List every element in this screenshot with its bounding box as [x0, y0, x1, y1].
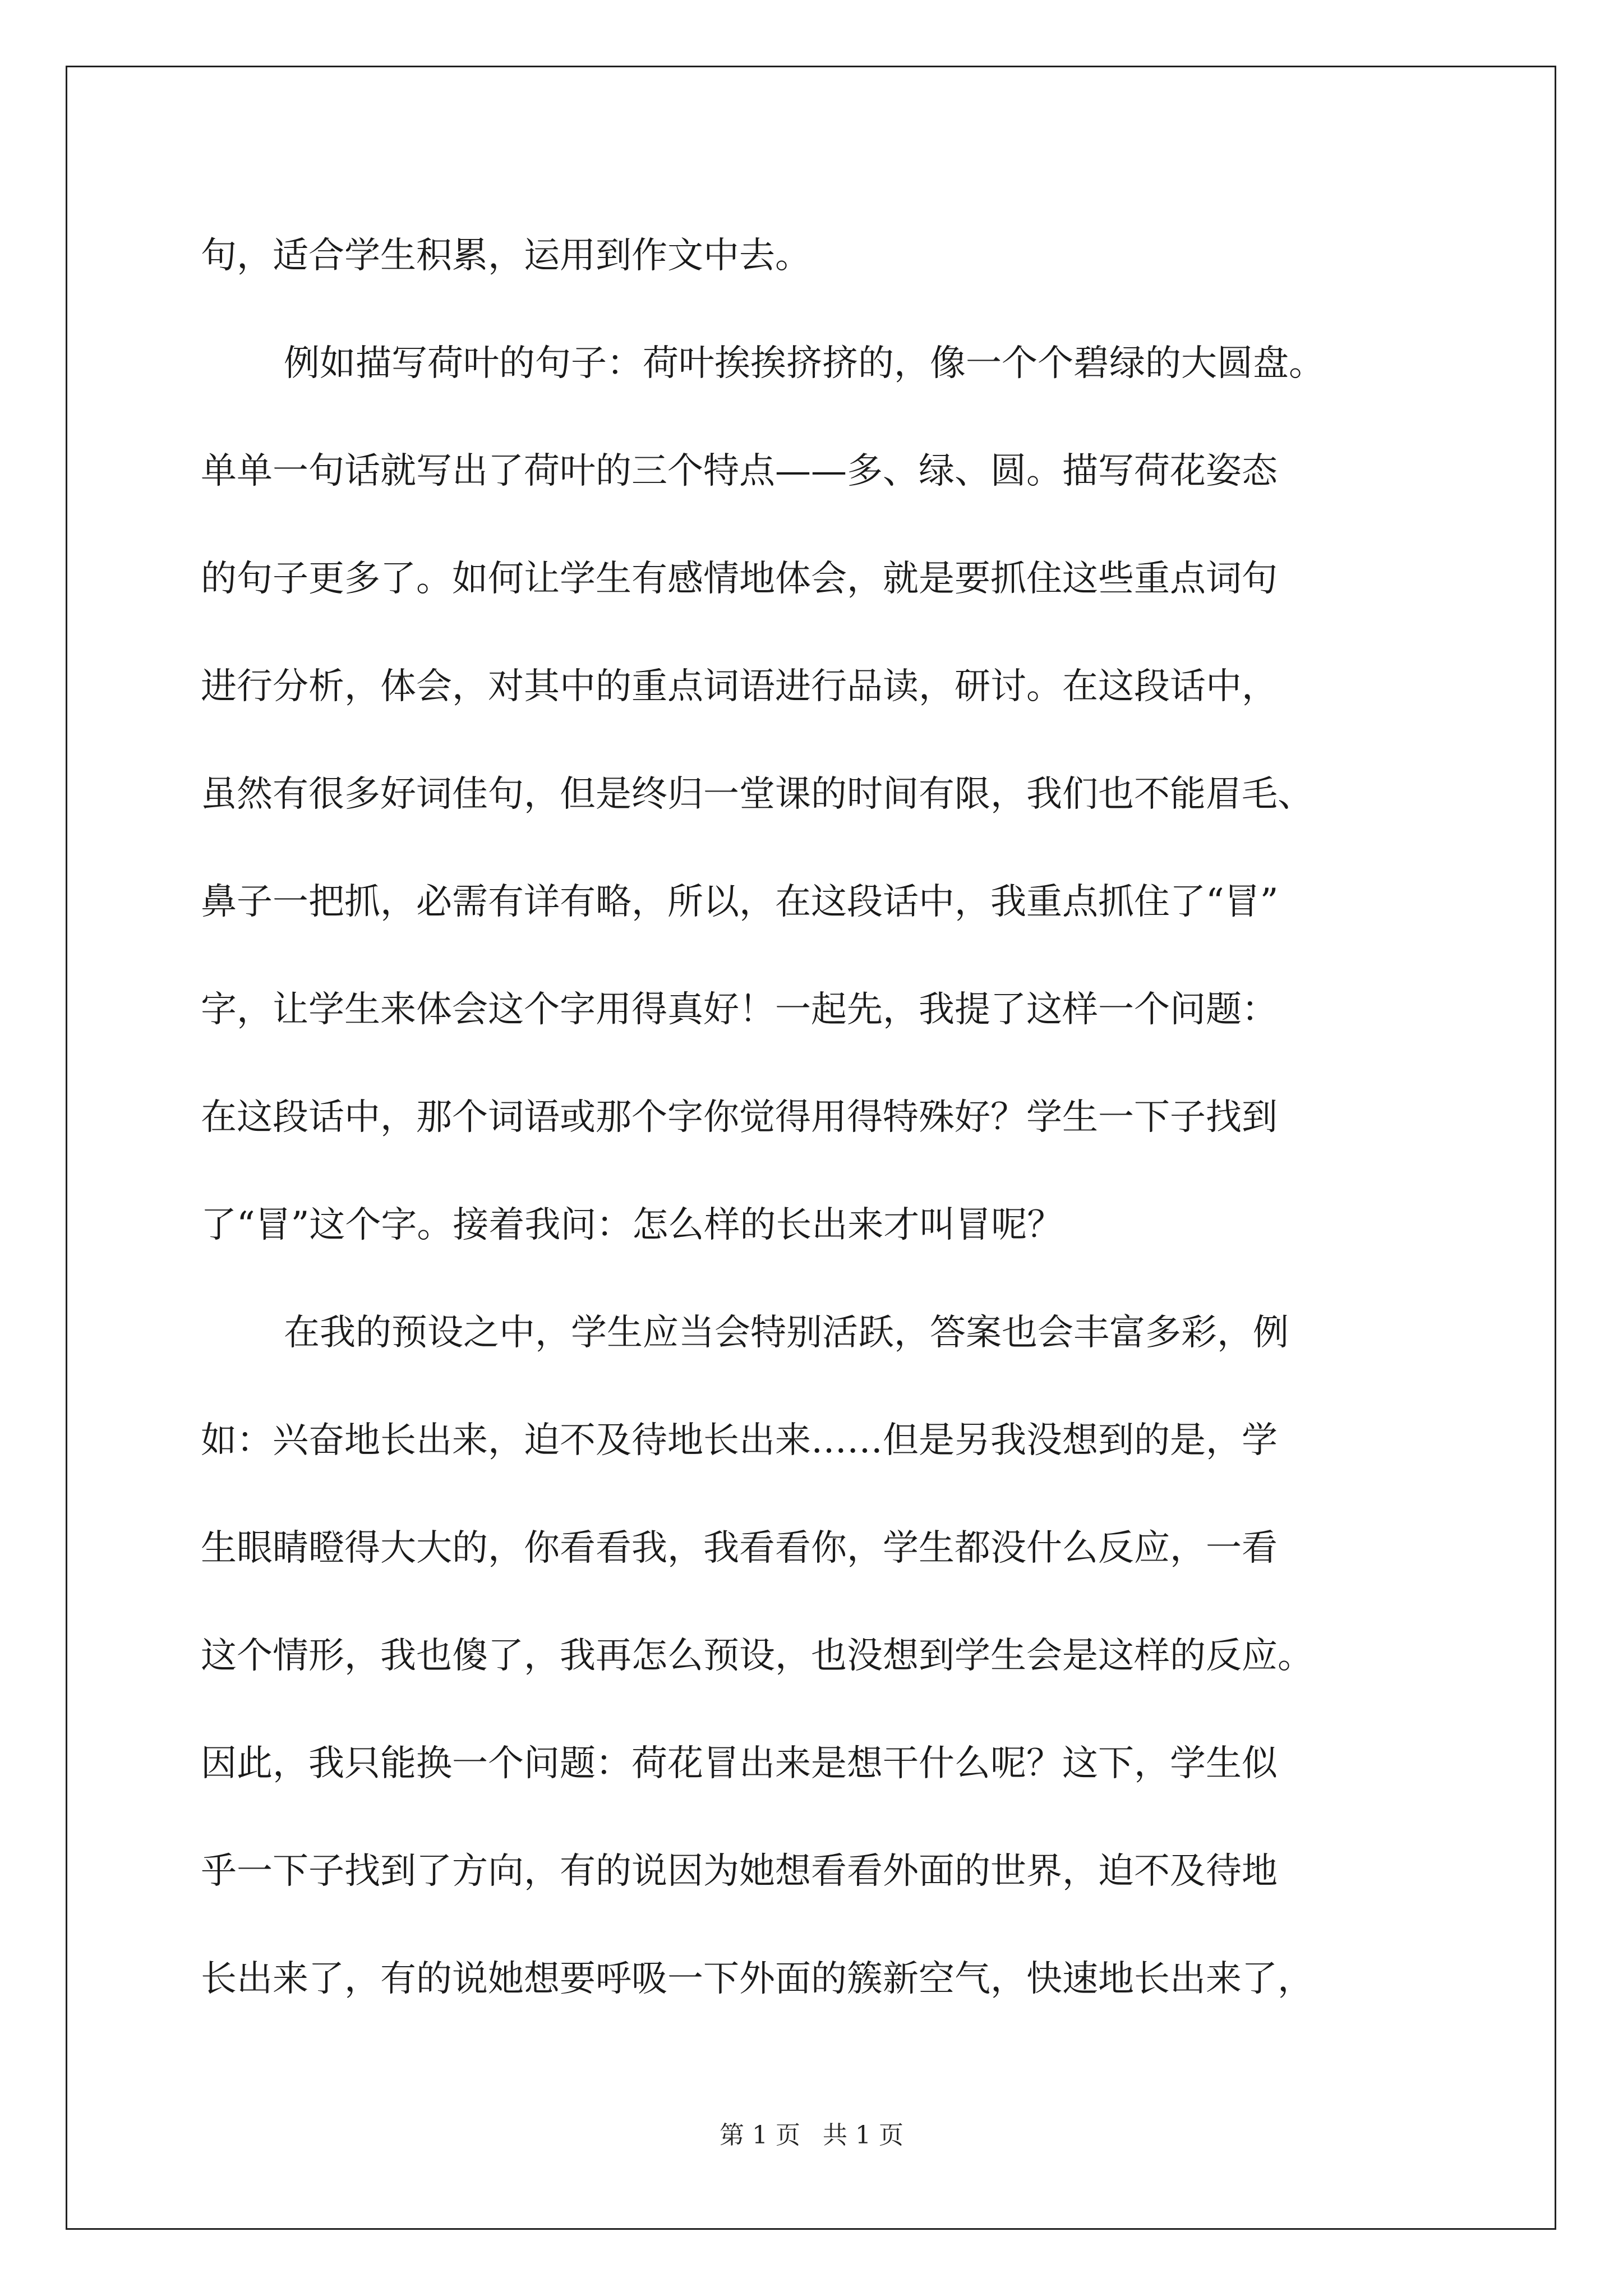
- page-footer: [0, 2115, 1623, 2151]
- text-line: 如：兴奋地长出来，迫不及待地长出来……但是另我没想到的是，学: [201, 1420, 1278, 1461]
- document-body: [201, 202, 1423, 2033]
- text-line: 了“冒”这个字。接着我问：怎么样的长出来才叫冒呢？: [201, 1204, 1063, 1246]
- text-line: 乎一下子找到了方向，有的说因为她想看看外面的世界，迫不及待地: [201, 1851, 1278, 1892]
- text-line: 进行分析，体会，对其中的重点词语进行品读，研讨。在这段话中，: [201, 666, 1278, 707]
- text-line: 的句子更多了。如何让学生有感情地体会，就是要抓住这些重点词句: [201, 558, 1278, 600]
- text-line: 鼻子一把抓，必需有详有略，所以，在这段话中，我重点抓住了“冒”: [201, 881, 1279, 923]
- text-line: 生眼睛瞪得大大的，你看看我，我看看你，学生都没什么反应，一看: [201, 1527, 1278, 1569]
- text-line: 虽然有很多好词佳句，但是终归一堂课的时间有限，我们也不能眉毛、: [201, 774, 1313, 815]
- text-line: 长出来了，有的说她想要呼吸一下外面的簇新空气，快速地长出来了，: [201, 1958, 1313, 2000]
- text-line: 因此，我只能换一个问题：荷花冒出来是想干什么呢？这下，学生似: [201, 1743, 1278, 1784]
- text-line: 在这段话中，那个词语或那个字你觉得用得特殊好？学生一下子找到: [201, 1097, 1278, 1138]
- page-number: 第 1 页: [720, 2121, 800, 2150]
- text-line: 例如描写荷叶的句子：荷叶挨挨挤挤的，像一个个碧绿的大圆盘。: [284, 343, 1325, 384]
- text-line: 在我的预设之中，学生应当会特别活跃，答案也会丰富多彩，例: [284, 1312, 1289, 1354]
- total-pages: 共 1 页: [823, 2121, 903, 2150]
- text-line: 单单一句话就写出了荷叶的三个特点——多、绿、圆。描写荷花姿态: [201, 450, 1278, 492]
- text-line: 字，让学生来体会这个字用得真好！一起先，我提了这样一个问题：: [201, 989, 1278, 1030]
- text-line: 这个情形，我也傻了，我再怎么预设，也没想到学生会是这样的反应。: [201, 1635, 1313, 1677]
- text-line: 句，适合学生积累，运用到作文中去。: [201, 235, 811, 277]
